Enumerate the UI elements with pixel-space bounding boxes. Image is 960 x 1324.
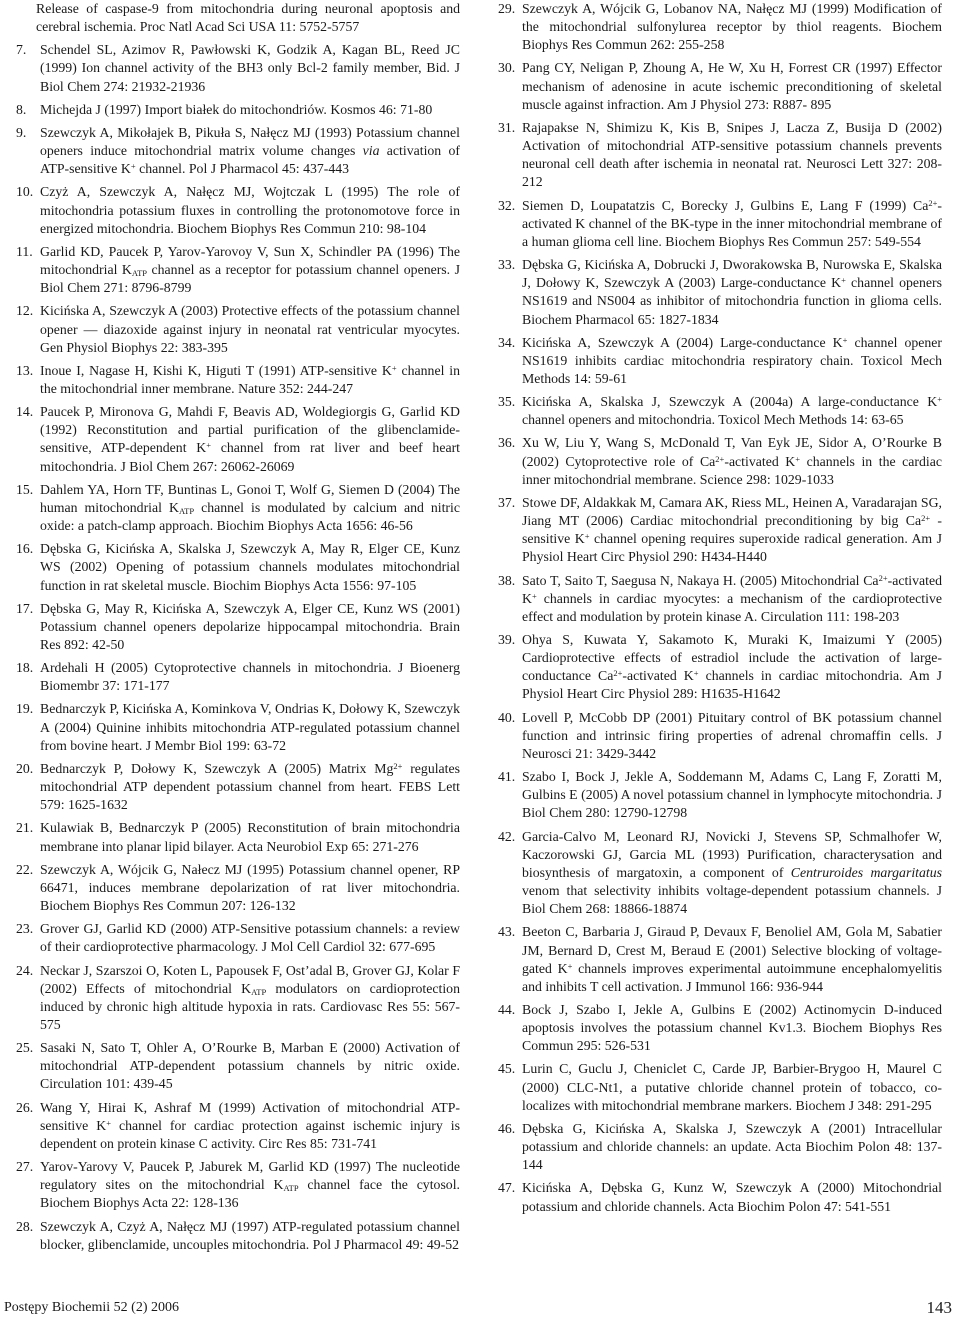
reference-number: 37. <box>498 494 516 510</box>
reference-item <box>498 1060 942 1114</box>
reference-text: Schendel SL, Azimov R, Pawłowski K, Godzik A, Kagan BL, Reed JC (1999) Ion channel activity of the BH3 only Bcl-2 family member, Bid. J Biol Chem 274: 21932-21936 <box>40 42 460 94</box>
reference-number: 25. <box>16 1040 34 1056</box>
reference-text: Michejda J (1997) Import białek do mitochondriów. Kosmos 46: 71-80 <box>40 101 433 117</box>
reference-text: Kicińska A, Szewczyk A (2003) Protective effects of the potassium channel opener — diazoxide against injury in neonatal rat ventricular myocytes. Gen Physiol Biophys 22: 383-395 <box>40 303 460 355</box>
reference-number: 17. <box>16 600 34 616</box>
reference-item <box>16 481 460 535</box>
reference-item <box>498 393 942 429</box>
reference-number: 16. <box>16 541 34 557</box>
references-right-column <box>498 0 942 1221</box>
reference-text: Sato T, Saito T, Saegusa N, Nakaya H. (2005) Mitochondrial $Ca^{2+}$-activated K+ channels in cardiac myocytes: a mechanism of the cardioprotective effect and modulation by protein kinase A. Circulation 111: 198-203 <box>522 572 942 624</box>
reference-text: Grover GJ, Garlid KD (2000) ATP-Sensitive potassium channels: a review of their cardioprotective pharmacology. J Mol Cell Cardiol 32: 677-695 <box>40 921 460 955</box>
reference-number: 31. <box>498 119 516 135</box>
reference-text: Szewczyk A, Czyż A, Nałęcz MJ (1997) ATP-regulated potassium channel blocker, glibenclamide, uncouples mitochondria. Pol J Pharmacol 49: 49-52 <box>40 1218 460 1252</box>
reference-text: Kicińska A, Skalska J, Szewczyk A (2004a) A large-conductance K+ channel openers and mitochondria. Toxicol Mech Methods 14: 63-65 <box>522 394 942 428</box>
reference-item <box>16 302 460 356</box>
reference-number: 41. <box>498 769 516 785</box>
reference-item <box>498 572 942 626</box>
reference-text: Paucek P, Mironova G, Mahdi F, Beavis AD, Woldegiorgis G, Garlid KD (1992) Reconstitution and partial purification of the glibenclamide-sensitive, ATP-dependent K+ channel from rat liver and beef heart mitochondria. J Biol Chem 267: 26062-26069 <box>40 404 460 474</box>
reference-number: 14. <box>16 404 34 420</box>
reference-item <box>498 828 942 919</box>
reference-number: 20. <box>16 760 34 776</box>
reference-number: 29. <box>498 1 516 16</box>
reference-number: 45. <box>498 1061 516 1077</box>
reference-text: Dębska G, Kicińska A, Skalska J, Szewczyk A (2001) Intracellular potassium and chloride channels: an update. Acta Biochim Polon 48: 137-144 <box>522 1120 942 1173</box>
reference-text: Ardehali H (2005) Cytoprotective channels in mitochondria. J Bioenerg Biomembr 37: 171-177 <box>40 660 460 694</box>
reference-item <box>16 962 460 1035</box>
reference-text: Lurin C, Guclu J, Cheniclet C, Carde JP, Barbier-Brygoo H, Maurel C (2000) CLC-Nt1, a putative chloride channel protein of tobacco, co-localizes with mitochondrial membrane markers. Biochem J 348: 291-295 <box>522 1061 942 1113</box>
reference-item <box>16 920 460 956</box>
reference-number: 47. <box>498 1180 516 1196</box>
reference-item <box>16 540 460 594</box>
reference-text: Kicińska A, Szewczyk A (2004) Large-conductance K+ channel opener NS1619 inhibits cardiac mitochondria respiratory chain. Toxicol Mech Methods 14: 59-61 <box>522 334 942 386</box>
reference-item <box>16 124 460 178</box>
reference-item <box>16 1039 460 1093</box>
reference-number: 8. <box>16 101 27 117</box>
reference-text: Bednarczyk P, Kicińska A, Kominkova V, Ondrias K, Dołowy K, Szewczyk A (2004) Quinine inhibits mitochondria ATP-regulated potassium channel from bovine heart. J Membr Biol 199: 63-72 <box>40 701 460 753</box>
reference-item <box>16 0 460 36</box>
reference-text: Dębska G, Kicińska A, Dobrucki J, Dworakowska B, Nurowska E, Skalska J, Dołowy K, Szewczyk A (2003) Large-conductance K+ channel openers NS1619 and NS004 as inhibitor of mitochondria function in glioma cells. Biochem Pharmacol 65: 1827-1834 <box>522 257 942 327</box>
reference-text: Neckar J, Szarszoi O, Koten L, Papousek F, Ost’adal B, Grover GJ, Kolar F (2002) Effects of mitochondrial $K_{ATP}$ modulators on cardioprotection induced by chronic high altitude hypoxia in rats. Cardiovasc Res 55: 567-575 <box>40 962 460 1032</box>
reference-item <box>498 59 942 113</box>
reference-item <box>498 923 942 996</box>
reference-number: 36. <box>498 435 516 451</box>
reference-text: Lovell P, McCobb DP (2001) Pituitary control of BK potassium channel function and intrinsic firing properties of adrenal chromaffin cells. J Neurosci 21: 3429-3442 <box>522 709 942 761</box>
reference-item <box>498 709 942 763</box>
reference-number: 35. <box>498 394 516 410</box>
reference-text: Xu W, Liu Y, Wang S, McDonald T, Van Eyk JE, Sidor A, O’Rourke B (2002) Cytoprotective role of $Ca^{2+}$-activated K+ channels in the cardiac inner mitochondrial membrane. Science 298: 1029-1033 <box>522 435 942 487</box>
reference-item <box>16 760 460 814</box>
reference-item <box>498 768 942 822</box>
reference-number: 32. <box>498 197 516 213</box>
reference-number: 11. <box>16 243 33 259</box>
reference-text: Pang CY, Neligan P, Zhoung A, He W, Xu H, Forrest CR (1997) Effector mechanism of adenosine in acute ischemic preconditioning of skeletal muscle against infraction. Am J Physiol 273: R887- 895 <box>522 60 942 112</box>
reference-number: 28. <box>16 1218 34 1234</box>
reference-item <box>498 631 942 704</box>
reference-text: Stowe DF, Aldakkak M, Camara AK, Riess ML, Heinen A, Varadarajan SG, Jiang MT (2006) Cardiac mitochondrial preconditioning by big $Ca^{2+}$ - sensitive K+ channel opening requires superoxide radical generation. Am J Physiol Heart Circ Physiol 290: H434-H440 <box>522 494 943 565</box>
reference-text: Rajapakse N, Shimizu K, Kis B, Snipes J, Lacza Z, Busija D (2002) Activation of mitochondrial ATP-sensitive potassium channels prevents neuronal cell death after ischemia in neonatal rat. Neurosci Lett 327: 208-212 <box>522 119 942 190</box>
reference-text: Wang Y, Hirai K, Ashraf M (1999) Activation of mitochondrial ATP-sensitive K+ channel for cardiac protection against ischemic injury is dependent on protein kinase C activity. Circ Res 85: 731-741 <box>40 1099 460 1151</box>
reference-text: Beeton C, Barbaria J, Giraud P, Devaux F, Benoliel AM, Gola M, Sabatier JM, Bernard D, Crest M, Beraud E (2001) Selective blocking of voltage-gated K+ channels improves experimental autoimmune encephalomyelitis and inhibits T cell activation. J Immunol 166: 936-944 <box>522 924 942 994</box>
reference-item <box>16 1099 460 1153</box>
reference-item <box>16 1158 460 1212</box>
reference-item <box>498 1001 942 1055</box>
reference-number: 34. <box>498 334 516 350</box>
reference-number: 42. <box>498 828 516 844</box>
reference-number: 7. <box>16 42 27 58</box>
reference-number: 9. <box>16 124 27 140</box>
reference-text: Szewczyk A, Mikołajek B, Pikuła S, Nałęcz MJ (1993) Potassium channel openers induce mitochondrial matrix volume changes via activation of ATP-sensitive K+ channel. Pol J Pharmacol 45: 437-443 <box>40 124 460 177</box>
reference-text: Szewczyk A, Wójcik G, Lobanov NA, Nałęcz MJ (1999) Modification of the mitochondrial sulfonylurea receptor by thiol reagents. Biochem Biophys Res Commun 262: 255-258 <box>522 1 942 53</box>
reference-item <box>16 41 460 95</box>
reference-text: Yarov-Yarovy V, Paucek P, Jaburek M, Garlid KD (1997) The nucleotide regulatory sites on the mitochondrial $K_{ATP}$ channel face the cytosol. Biochem Biophys Acta 22: 128-136 <box>40 1159 460 1211</box>
reference-text: Kicińska A, Dębska G, Kunz W, Szewczyk A (2000) Mitochondrial potassium and chloride channels. Acta Biochim Polon 47: 541-551 <box>522 1180 942 1214</box>
reference-item <box>16 101 460 119</box>
reference-text: Bednarczyk P, Dołowy K, Szewczyk A (2005) Matrix $Mg^{2+}$ regulates mitochondrial ATP dependent potassium channel from heart. FEBS Lett 579: 1625-1632 <box>40 760 461 813</box>
reference-number: 46. <box>498 1120 516 1136</box>
reference-number: 23. <box>16 921 34 937</box>
reference-item <box>16 183 460 237</box>
reference-item <box>498 1120 942 1174</box>
reference-number: 13. <box>16 362 34 378</box>
reference-text: Garlid KD, Paucek P, Yarov-Yarovoy V, Sun X, Schindler PA (1996) The mitochondrial $K_{ATP}$ channel as a receptor for potassium channel openers. J Biol Chem 271: 8796-8799 <box>40 243 461 296</box>
reference-text: Dahlem YA, Horn TF, Buntinas L, Gonoi T, Wolf G, Siemen D (2004) The human mitochondrial $K_{ATP}$ channel is modulated by calcium and nitric oxide: a patch-clamp approach. Biochim Biophys Acta 1656: 46-56 <box>40 481 460 534</box>
reference-number: 38. <box>498 572 516 588</box>
reference-text: Dębska G, Kicińska A, Skalska J, Szewczyk A, May R, Elger CE, Kunz WS (2002) Opening of potassium channels modulates mitochondrial function in rat skeletal muscle. Biochim Biophys Acta 1556: 97-105 <box>40 541 460 593</box>
reference-number: 18. <box>16 660 34 676</box>
reference-item <box>16 700 460 754</box>
reference-item <box>498 1179 942 1215</box>
reference-item <box>16 659 460 695</box>
reference-number: 33. <box>498 257 516 273</box>
reference-number: 44. <box>498 1001 516 1017</box>
reference-number: 22. <box>16 861 34 877</box>
reference-item <box>16 819 460 855</box>
reference-item <box>498 434 942 488</box>
reference-item <box>16 403 460 476</box>
reference-number: 21. <box>16 820 34 836</box>
reference-text: Ohya S, Kuwata Y, Sakamoto K, Muraki K, Imaizumi Y (2005) Cardioprotective effects of estradiol include the activation of large-conductance $Ca^{2+}$-activated K+ channels in cardiac mitochondria. Am J Physiol Heart Circ Physiol 289: H1635-H1642 <box>522 632 942 702</box>
reference-number: 43. <box>498 924 516 940</box>
reference-item <box>16 362 460 398</box>
reference-text: Czyż A, Szewczyk A, Nałęcz MJ, Wojtczak L (1995) The role of mitochondria potassium fluxes in controlling the protonomotove force in energized mitochondria. Biochem Biophys Res Commun 210: 98-104 <box>40 184 460 236</box>
reference-item <box>16 243 460 297</box>
reference-item <box>498 197 942 251</box>
reference-number: 10. <box>16 184 34 200</box>
page-number: 143 <box>926 1298 952 1317</box>
reference-item <box>498 494 942 567</box>
reference-text: Szabo I, Bock J, Jekle A, Soddemann M, Adams C, Lang F, Zoratti M, Gulbins E (2005) A novel potassium channel in lymphocyte mitochondria. J Biol Chem 280: 12790-12798 <box>522 769 942 821</box>
reference-item <box>16 600 460 654</box>
reference-text: Siemen D, Loupatatzis C, Borecky J, Gulbins E, Lang F (1999) $Ca^{2+}$-activated K channel of the BK-type in the inner mitochondrial membrane of a human glioma cell line. Biochem Biophys Res Commun 257: 549-554 <box>522 197 942 249</box>
reference-number: 26. <box>16 1099 34 1115</box>
reference-item <box>498 119 942 192</box>
reference-text: Inoue I, Nagase H, Kishi K, Higuti T (1991) ATP-sensitive K+ channel in the mitochondrial inner membrane. Nature 352: 244-247 <box>40 362 460 396</box>
reference-item <box>498 256 942 329</box>
reference-item <box>16 861 460 915</box>
reference-text: Kulawiak B, Bednarczyk P (2005) Reconstitution of brain mitochondria membrane into planar lipid bilayer. Acta Neurobiol Exp 65: 271-276 <box>40 820 460 854</box>
reference-text: Garcia-Calvo M, Leonard RJ, Novicki J, Stevens SP, Schmalhofer W, Kaczorowski GJ, Garcia ML (1993) Purification, characterysation and biosynthesis of margatoxin, a component of Centruroides margaritatus venom that selectivity inhibits voltage-dependent potassium channels. J Biol Chem 268: 18866-18874 <box>522 828 942 917</box>
reference-number: 19. <box>16 701 34 717</box>
reference-text: Dębska G, May R, Kicińska A, Szewczyk A, Elger CE, Kunz WS (2001) Potassium channel openers depolarize hippocampal mitochondria. Brain Res 892: 42-50 <box>40 600 460 652</box>
reference-number: 40. <box>498 709 516 725</box>
reference-item <box>498 334 942 388</box>
reference-item <box>498 0 942 54</box>
reference-text: Sasaki N, Sato T, Ohler A, O’Rourke B, Marban E (2000) Activation of mitochondrial ATP-dependent potassium channels by nitric oxide. Circulation 101: 439-45 <box>40 1040 460 1092</box>
reference-number: 27. <box>16 1159 34 1175</box>
reference-number: 24. <box>16 962 34 978</box>
reference-text: Bock J, Szabo I, Jekle A, Gulbins E (2002) Actinomycin D-induced apoptosis involves the potassium channel Kv1.3. Biochem Biophys Res Commun 295: 526-531 <box>522 1001 942 1054</box>
journal-footer: Postępy Biochemii 52 (2) 2006 <box>4 1300 179 1315</box>
reference-text: Szewczyk A, Wójcik G, Nałecz MJ (1995) Potassium channel opener, RP 66471, induces membrane depolarization of rat liver mitochondria. Biochem Biophys Res Commun 207: 126-132 <box>40 861 460 914</box>
reference-text: Release of caspase-9 from mitochondria during neuronal apoptosis and cerebral ischemia. Proc Natl Acad Sci USA 11: 5752-5757 <box>36 1 460 35</box>
reference-number: 39. <box>498 632 516 647</box>
reference-number: 15. <box>16 481 34 497</box>
reference-item <box>16 1218 460 1254</box>
reference-number: 30. <box>498 60 516 76</box>
references-left-column <box>16 0 460 1259</box>
reference-number: 12. <box>16 303 34 319</box>
